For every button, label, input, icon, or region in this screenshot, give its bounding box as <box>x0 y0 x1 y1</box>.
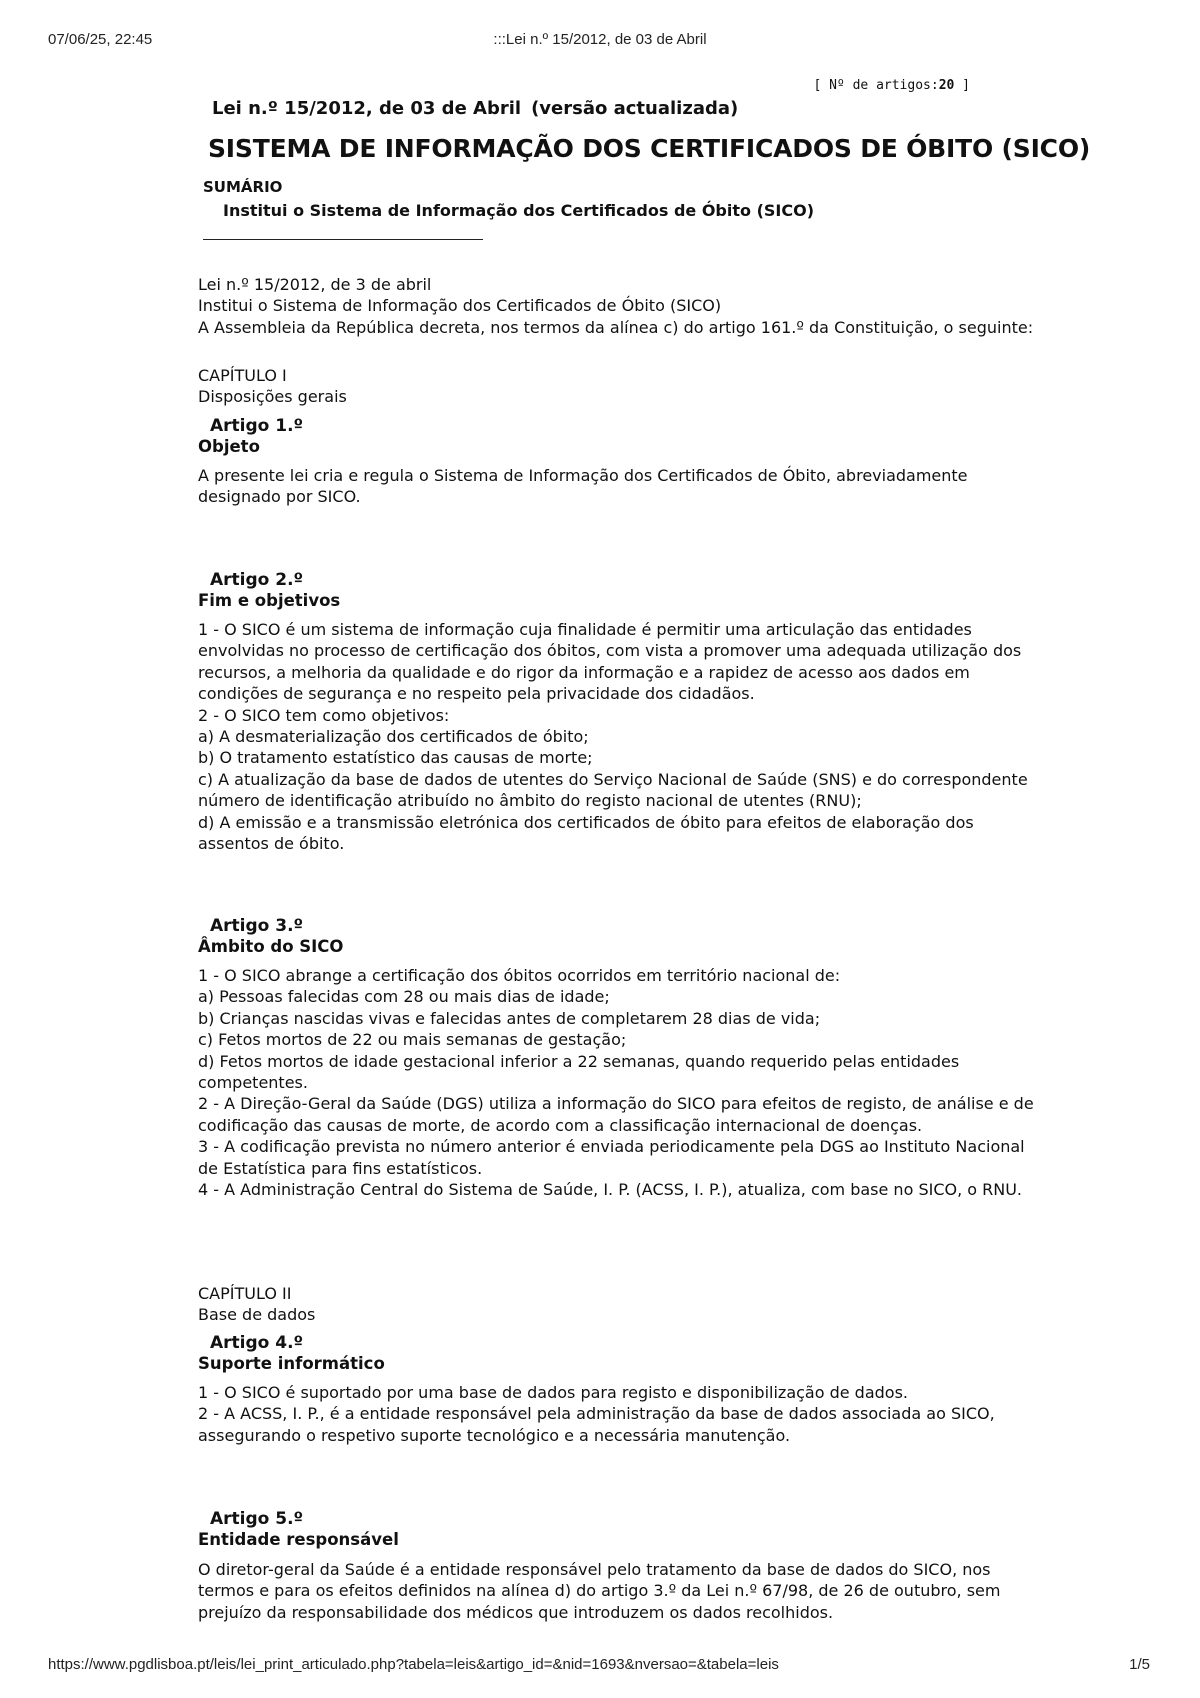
chapter-2 <box>198 1283 1038 1326</box>
article-paragraph: c) A atualização da base de dados de utentes do Serviço Nacional de Saúde (SNS) e do correspondente número de identificação atribuído no âmbito do registo nacional de utentes (RNU); <box>198 769 1028 811</box>
article-body <box>198 619 1038 854</box>
print-datetime: 07/06/25, 22:45 <box>48 31 153 48</box>
print-url: https://www.pgdlisboa.pt/leis/lei_print_articulado.php?tabela=leis&artigo_id=&nid=1693&nversao=&tabela=leis <box>48 1656 779 1673</box>
page-title: SISTEMA DE INFORMAÇÃO DOS CERTIFICADOS DE ÓBITO (SICO) <box>208 134 1091 163</box>
chapter-name: Base de dados <box>198 1305 316 1325</box>
article-count-suffix: ] <box>962 78 970 93</box>
article-body <box>198 965 1038 1200</box>
article-body <box>198 465 1038 508</box>
article-paragraph: a) Pessoas falecidas com 28 ou mais dias de idade; <box>198 987 610 1007</box>
article-number: Artigo 2.º <box>210 570 304 590</box>
article-paragraph: d) A emissão e a transmissão eletrónica dos certificados de óbito para efeitos de elaboração dos assentos de óbito. <box>198 812 974 854</box>
print-page-number: 1/5 <box>1129 1656 1150 1673</box>
article-paragraph: O diretor-geral da Saúde é a entidade responsável pelo tratamento da base de dados do SICO, nos termos e para os efeitos definidos na alínea d) do artigo 3.º da Lei n.º 67/98, de 26 de outubro, sem prejuízo da responsabilidade dos médicos que introduzem os dados recolhidos. <box>198 1560 1001 1622</box>
article-heading: Fim e objetivos <box>198 591 341 610</box>
preamble <box>198 274 1038 338</box>
article-number: Artigo 3.º <box>210 916 304 936</box>
article-number: Artigo 1.º <box>210 416 304 436</box>
summary-label: SUMÁRIO <box>203 178 283 196</box>
article-count-prefix: [ Nº de artigos: <box>813 78 939 93</box>
chapter-name: Disposições gerais <box>198 387 347 407</box>
divider <box>203 239 483 240</box>
chapter-label: CAPÍTULO I <box>198 366 287 385</box>
article-paragraph: 3 - A codificação prevista no número anterior é enviada periodicamente pela DGS ao Instituto Nacional de Estatística para fins estatísticos. <box>198 1137 1025 1178</box>
article-count-value: 20 <box>938 78 955 93</box>
preamble-line: Institui o Sistema de Informação dos Certificados de Óbito (SICO) <box>198 296 722 316</box>
article-paragraph: 2 - O SICO tem como objetivos: <box>198 705 450 725</box>
print-footer <box>0 1656 1200 1678</box>
law-version: (versão actualizada) <box>531 98 739 119</box>
article-paragraph: 4 - A Administração Central do Sistema de Saúde, I. P. (ACSS, I. P.), atualiza, com base no SICO, o RNU. <box>198 1180 1023 1200</box>
print-page-title: :::Lei n.º 15/2012, de 03 de Abril <box>493 31 707 48</box>
article-paragraph: 1 - O SICO é suportado por uma base de dados para registo e disponibilização de dados. <box>198 1383 909 1402</box>
article-heading: Suporte informático <box>198 1354 385 1373</box>
print-header <box>0 31 1200 53</box>
chapter-label: CAPÍTULO II <box>198 1284 292 1303</box>
chapter-1 <box>198 365 1038 408</box>
article-paragraph: c) Fetos mortos de 22 ou mais semanas de gestação; <box>198 1030 627 1050</box>
article-count <box>780 78 970 93</box>
article-paragraph: A presente lei cria e regula o Sistema de Informação dos Certificados de Óbito, abreviadamente designado por SICO. <box>198 466 968 507</box>
article-paragraph: b) O tratamento estatístico das causas de morte; <box>198 748 593 768</box>
article-paragraph: d) Fetos mortos de idade gestacional inferior a 22 semanas, quando requerido pelas entidades competentes. <box>198 1051 960 1093</box>
preamble-line: Lei n.º 15/2012, de 3 de abril <box>198 275 432 294</box>
article-body <box>198 1382 1038 1446</box>
law-title <box>212 98 738 119</box>
article-heading: Objeto <box>198 437 260 456</box>
article-number: Artigo 4.º <box>210 1333 304 1353</box>
article-heading: Entidade responsável <box>198 1530 399 1549</box>
article-heading: Âmbito do SICO <box>198 937 344 956</box>
article-paragraph: 1 - O SICO é um sistema de informação cuja finalidade é permitir uma articulação das entidades envolvidas no processo de certificação dos óbitos, com vista a promover uma adequada utilização dos recursos, a melhoria da qualidade e do rigor da informação e a rapidez de acesso aos dados em condições de segurança e no respeito pela privacidade dos cidadãos. <box>198 620 1022 704</box>
article-paragraph: 2 - A Direção-Geral da Saúde (DGS) utiliza a informação do SICO para efeitos de registo, de análise e de codificação das causas de morte, de acordo com a classificação internacional de doenças. <box>198 1094 1034 1135</box>
preamble-line: A Assembleia da República decreta, nos termos da alínea c) do artigo 161.º da Constituição, o seguinte: <box>198 317 1034 337</box>
article-paragraph: b) Crianças nascidas vivas e falecidas antes de completarem 28 dias de vida; <box>198 1008 821 1028</box>
article-paragraph: a) A desmaterialização dos certificados de óbito; <box>198 727 589 747</box>
summary-text: Institui o Sistema de Informação dos Certificados de Óbito (SICO) <box>223 201 815 220</box>
article-number: Artigo 5.º <box>210 1509 304 1529</box>
article-body <box>198 1559 1038 1623</box>
article-paragraph: 2 - A ACSS, I. P., é a entidade responsável pela administração da base de dados associada ao SICO, assegurando o respetivo suporte tecnológico e a necessária manutenção. <box>198 1404 995 1445</box>
article-paragraph: 1 - O SICO abrange a certificação dos óbitos ocorridos em território nacional de: <box>198 966 841 985</box>
law-name: Lei n.º 15/2012, de 03 de Abril <box>212 98 522 119</box>
